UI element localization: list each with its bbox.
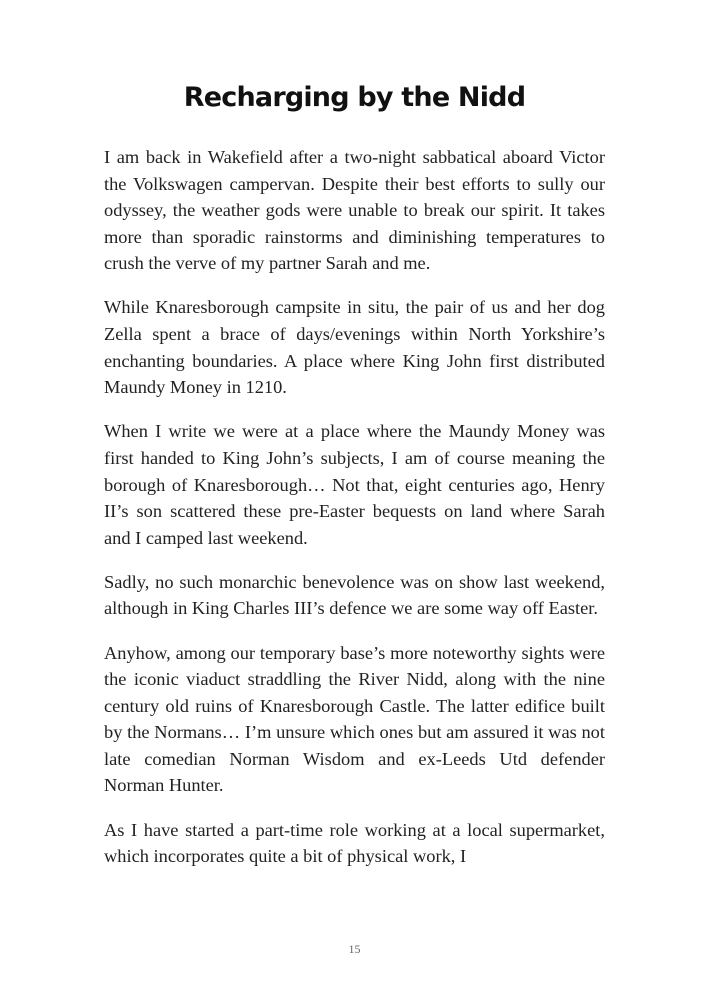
paragraph: Anyhow, among our temporary base’s more noteworthy sights were the iconic viaduct straddling the River Nidd, along with the nine century old ruins of Knaresborough Castle. The latter edifice built by the Normans… I’m unsure which ones but am assured it was not late comedian Norman Wisdom and ex-Leeds Utd defender Norman Hunter. [104, 642, 605, 796]
paragraph: When I write we were at a place where the Maundy Money was first handed to King John’s subjects, I am of course meaning the borough of Knaresborough… Not that, eight centuries ago, Henry II’s son scattered these pre-Easter bequests on land where Sarah and I camped last weekend. [104, 421, 605, 548]
paragraph: As I have started a part-time role working at a local supermarket, which incorporates quite a bit of physical work, I [104, 819, 605, 867]
paragraph: I am back in Wakefield after a two-night sabbatical aboard Victor the Volkswagen campervan. Despite their best efforts to sully our odyssey, the weather gods were unable to break our spirit. It takes more than sporadic rainstorms and diminishing temperatures to crush the verve of my partner Sarah and me. [104, 147, 605, 274]
paragraph: Sadly, no such monarchic benevolence was on show last weekend, although in King Charles III’s defence we are some way off Easter. [104, 571, 605, 619]
article-body [104, 144, 605, 887]
paragraph: While Knaresborough campsite in situ, the pair of us and her dog Zella spent a brace of days/evenings within North Yorkshire’s enchanting boundaries. A place where King John first distributed Maundy Money in 1210. [104, 297, 605, 398]
page-title: Recharging by the Nidd [183, 82, 526, 113]
page-number: 15 [348, 942, 361, 956]
